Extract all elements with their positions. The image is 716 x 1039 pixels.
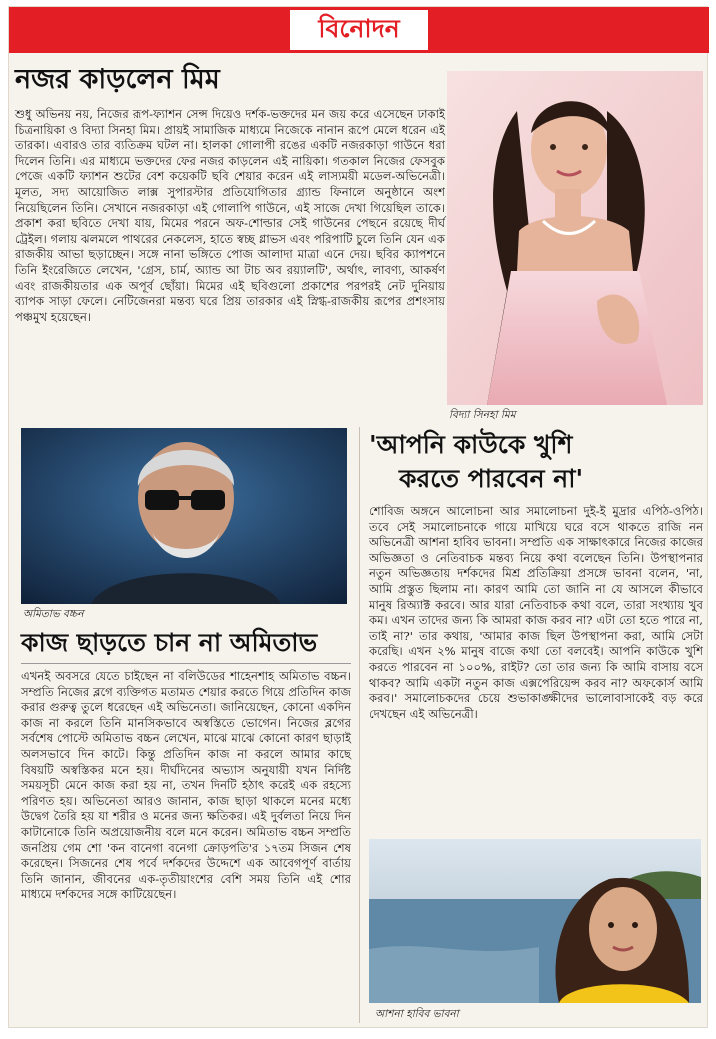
photo-ashna	[369, 839, 701, 1003]
article2-headline: কাজ ছাড়তে চান না অমিতাভ	[21, 628, 318, 657]
photo-mim	[447, 71, 703, 405]
article2-rule	[21, 663, 351, 664]
mim-illustration	[447, 71, 703, 405]
article3-headline-line2: করতে পারবেন না'	[399, 464, 584, 493]
newspaper-page	[8, 6, 708, 1028]
amitabh-photo-caption: অমিতাভ বচ্চন	[23, 608, 84, 620]
article3-body: শোবিজ অঙ্গনে আলোচনা আর সমালোচনা দুই-ই মুদ্রার এপিঠ-ওপিঠ। তবে সেই সমালোচনাকে গায়ে মাখিয়ে ঘরে বসে থাকতে রাজি নন অভিনেত্রী আশনা হাবিব ভাবনা। সম্প্রতি এক সাক্ষাৎকারে নিজের কাজের অভিজ্ঞতা ও নেতিবাচক মন্তব্য নিয়ে কথা বলেছেন তিনি। উপস্থাপনার নতুন অভিজ্ঞতায় দর্শকদের মিশ্র প্রতিক্রিয়া প্রসঙ্গে ভাবনা বলেন, 'না, আমি প্রস্তুত ছিলাম না। কারণ আমি তো জানি না যে আসলে কীভাবে মানুষ রিঅ্যাক্ট করবে। আর যারা নেতিবাচক কথা বলে, তারা সংখ্যায় খুব কম। এখন তাদের জন্য কি আমরা কাজ করব না? এটা তো হতে পারে না, তাই না?' তার কথায়, 'আমার কাজ ছিল উপস্থাপনা করা, আমি সেটা করেছি। এখন ২% মানুষ বাজে কথা তো বলবেই। আপনি কাউকে খুশি করতে পারবেন না ১০০%, রাইট? তো তার জন্য কি আমি বাসায় বসে থাকব? আমি একটা নতুন কাজ এক্সপেরিয়েন্স করব না? অফকোর্স আমি করব।' সমালোচকদের চেয়ে শুভাকাঙ্ক্ষীদের ভালোবাসাকেই বড় করে দেখছেন এই অভিনেত্রী।	[369, 504, 703, 721]
section-title: বিনোদন	[290, 10, 427, 50]
mim-photo-caption: বিদ্যা সিনহা মিম	[449, 409, 516, 421]
article1-headline: নজর কাড়লেন মিম	[15, 64, 220, 95]
column-divider	[359, 427, 360, 1023]
article3-headline-line1: 'আপনি কাউকে খুশি	[369, 430, 573, 459]
photo-amitabh	[21, 428, 347, 604]
article1-body: শুধু অভিনয় নয়, নিজের রূপ-ফ্যাশন সেন্স দিয়েও দর্শক-ভক্তদের মন জয় করে এসেছেন ঢাকাই চিত্রনায়িকা ও বিদ্যা সিনহা মিম। প্রায়ই সামাজিক মাধ্যমে নিজেকে নানান রূপে মেলে ধরেন এই তারকা। এবারও তার ব্যতিক্রম ঘটল না। হালকা গোলাপী রঙের একটি নজরকাড়া গাউনে ধরা দিলেন তিনি। এর মাধ্যমে ভক্তদের ফের নজর কাড়লেন এই নায়িকা। গতকাল নিজের ফেসবুক পেজে একটি ফ্যাশন শুটের বেশ কয়েকটি ছবি শেয়ার করেন এই লাস্যময়ী মডেল-অভিনেত্রী। মূলত, সদ্য আয়োজিত লাক্স সুপারস্টার প্রতিযোগিতার গ্র্যান্ড ফিনালে অনুষ্ঠানে অংশ নিয়েছিলেন তিনি। সেখানে নজরকাড়া এই গোলাপি গাউনে, এই সাজে দেখা গিয়েছিল তাকে। প্রকাশ করা ছবিতে দেখা যায়, মিমের পরনে অফ-শোল্ডার সেই গাউনের পেছনে রয়েছে দীর্ঘ ট্রেইল। গলায় ঝলমলে পাথরের নেকলেস, হাতে স্বচ্ছ গ্লাভস এবং পরিপাটি চুলে তিনি যেন এক রাজকীয় আভা ছড়াচ্ছেন। সঙ্গে নানা ভঙ্গিতে পোজ আলাদা মাত্রা এনে দেয়। ছবির ক্যাপশনে তিনি ইংরেজিতে লেখেন, 'গ্রেস, চার্ম, অ্যান্ড আ টাচ অব রয়্যালটি', অর্থাৎ, লাবণ্য, আকর্ষণ এবং রাজকীয়তার এক অপূর্ব ছোঁয়া। মিমের এই ছবিগুলো প্রকাশের পরপরই নেট দুনিয়ায় ব্যাপক সাড়া ফেলে। নেটিজেনরা মন্তব্য ঘরে প্রিয় তারকার এই স্নিগ্ধ-রাজকীয় রূপের প্রশংসায় পঞ্চমুখ হয়েছেন।	[15, 107, 445, 324]
ashna-illustration	[369, 839, 701, 1003]
ashna-photo-caption: আশনা হাবিব ভাবনা	[375, 1008, 459, 1020]
article2-body: এখনই অবসরে যেতে চাইছেন না বলিউডের শাহেনশাহ অমিতাভ বচ্চন। সম্প্রতি নিজের ব্লগে ব্যক্তিগত মতামত শেয়ার করতে গিয়ে প্রতিদিন কাজ করার গুরুত্ব তুলে ধরেছেন এই অভিনেতা। জানিয়েছেন, কোনো একদিন কাজ না করলে তিনি মানসিকভাবে অস্বস্তিতে ভোগেন। নিজের ব্লগের সর্বশেষ পোস্টে অমিতাভ বচ্চন লেখেন, মাঝে মাঝে কোনো কারণ ছাড়াই অলসভাবে দিন কাটে। কিন্তু প্রতিদিন কাজ না করলে আমার কাছে বিষয়টি অস্বস্তিকর মনে হয়। দীর্ঘদিনের অভ্যাস অনুযায়ী যখন নির্দিষ্ট সময়সূচী মেনে কাজ করা হয় না, তখন দিনটি হঠাৎ করেই এক রহস্যে পরিণত হয়। অভিনেতা আরও জানান, কাজ ছাড়া থাকলে মনের মধ্যে উদ্বেগ তৈরি হয় যা শরীর ও মনের জন্য ক্ষতিকর। এই দুর্বলতা নিয়ে দিন কাটানোকে তিনি অপ্রয়োজনীয় বলে মনে করেন। অমিতাভ বচ্চন সম্প্রতি জনপ্রিয় গেম শো 'কন বানেগা বনেগা ক্রোড়পতি'র ১৭তম সিজন শেষ করেছেন। সিজনের শেষ পর্বে দর্শকদের উদ্দেশে এক আবেগপূর্ণ বার্তায় তিনি জানান, জীবনের এক-তৃতীয়াংশের বেশি সময় তিনি এই শোর মাধ্যমে দর্শকদের সঙ্গে কাটিয়েছেন।	[21, 669, 351, 902]
amitabh-illustration	[21, 428, 347, 604]
section-banner	[9, 7, 709, 53]
